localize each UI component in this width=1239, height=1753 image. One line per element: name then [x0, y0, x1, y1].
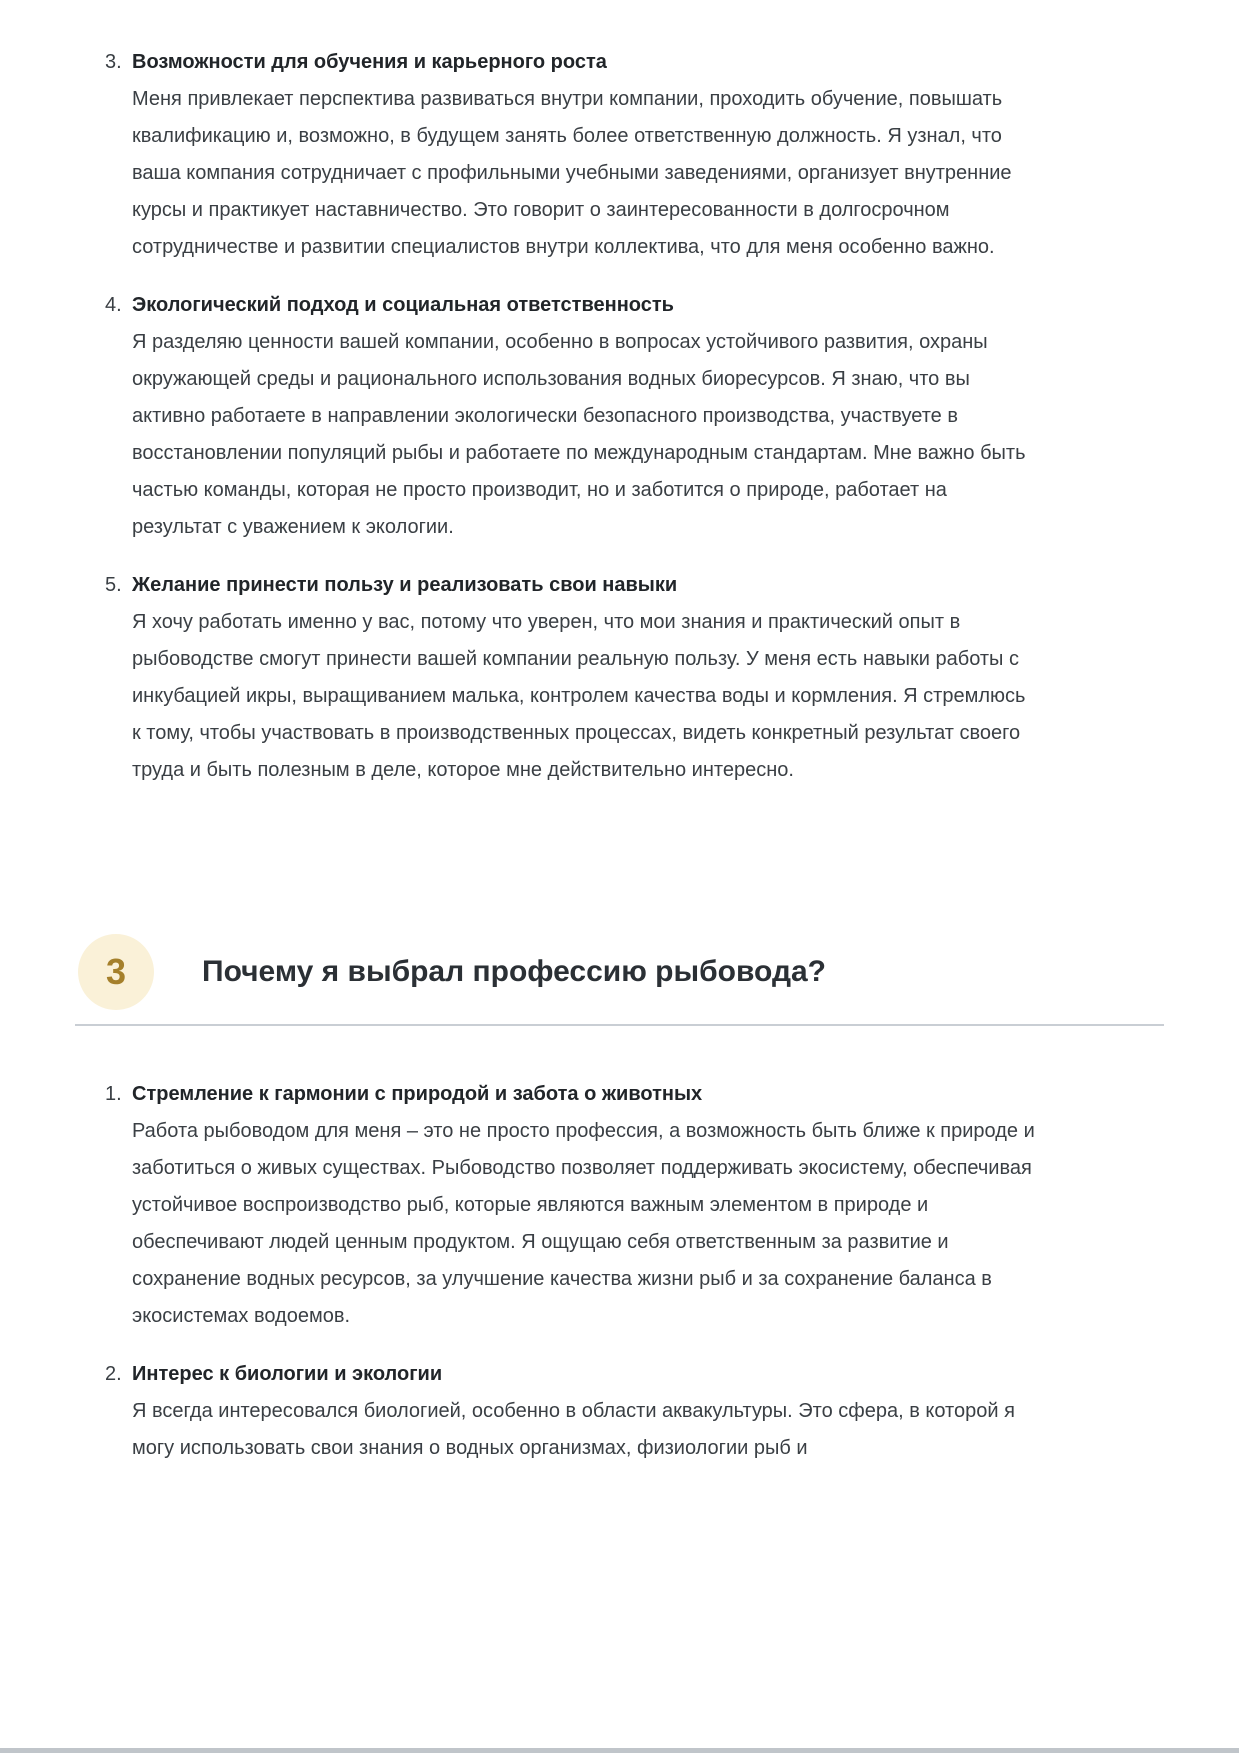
list-item-content [132, 567, 1038, 789]
current-section-list [75, 1076, 1164, 1467]
list-item-body: Я хочу работать именно у вас, потому что уверен, что мои знания и практический опыт в рыбоводстве смогут принести вашей компании реальную пользу. У меня есть навыки работы с инкубацией икры, выращиванием малька, контролем качества воды и кормления. Я стремлюсь к тому, чтобы участвовать в производственных процессах, видеть конкретный результат своего труда и быть полезным в деле, которое мне действительно интересно. [132, 611, 1026, 781]
list-item-content [132, 1356, 1038, 1467]
list-item-number: 2. [105, 1363, 122, 1385]
section-title: Почему я выбрал профессию рыбовода? [202, 955, 827, 988]
list-item-body: Я всегда интересовался биологией, особенно в области аквакультуры. Это сфера, в которой я могу использовать свои знания о водных организмах, физиологии рыб и [132, 1400, 1015, 1459]
list-item-body: Работа рыбоводом для меня – это не просто профессия, а возможность быть ближе к природе и заботиться о живых существах. Рыбоводство позволяет поддерживать экосистему, обеспечивая устойчивое воспроизводство рыб, которые являются важным элементом в природе и обеспечивают людей ценным продуктом. Я ощущаю себя ответственным за развитие и сохранение водных ресурсов, за улучшение качества жизни рыб и за сохранение баланса в экосистемах водоемов. [132, 1120, 1035, 1327]
list-item-body: Меня привлекает перспектива развиваться внутри компании, проходить обучение, повышать квалификацию и, возможно, в будущем занять более ответственную должность. Я узнал, что ваша компания сотрудничает с профильными учебными заведениями, организует внутренние курсы и практикует наставничество. Это говорит о заинтересованности в долгосрочном сотрудничестве и развитии специалистов внутри коллектива, что для меня особенно важно. [132, 88, 1012, 258]
list-item [105, 1356, 1164, 1467]
list-item [105, 1076, 1164, 1335]
list-item-content [132, 1076, 1038, 1335]
list-item-title: Интерес к биологии и экологии [132, 1363, 443, 1385]
previous-section-list [75, 44, 1164, 789]
section-header [75, 934, 1164, 1010]
list-item [105, 567, 1164, 789]
list-item-number: 4. [105, 294, 122, 316]
section-divider [75, 1024, 1164, 1026]
list-item-number: 5. [105, 574, 122, 596]
list-item-body: Я разделяю ценности вашей компании, особенно в вопросах устойчивого развития, охраны окружающей среды и рационального использования водных биоресурсов. Я знаю, что вы активно работаете в направлении экологически безопасного производства, участвуете в восстановлении популяций рыбы и работаете по международным стандартам. Мне важно быть частью команды, которая не просто производит, но и заботится о природе, работает на результат с уважением к экологии. [132, 331, 1026, 538]
list-item-title: Возможности для обучения и карьерного роста [132, 51, 607, 73]
list-item-title: Стремление к гармонии с природой и забота о животных [132, 1083, 703, 1105]
section-number: 3 [105, 951, 127, 992]
list-item [105, 44, 1164, 266]
list-item-number: 3. [105, 51, 122, 73]
list-item-content [132, 287, 1038, 546]
list-item-title: Желание принести пользу и реализовать свои навыки [132, 574, 678, 596]
list-item-content [132, 44, 1038, 266]
list-item-number: 1. [105, 1083, 122, 1105]
list-item-title: Экологический подход и социальная ответственность [132, 294, 674, 316]
page-bottom-border [0, 1748, 1239, 1753]
list-item [105, 287, 1164, 546]
section-number-badge [78, 934, 154, 1010]
